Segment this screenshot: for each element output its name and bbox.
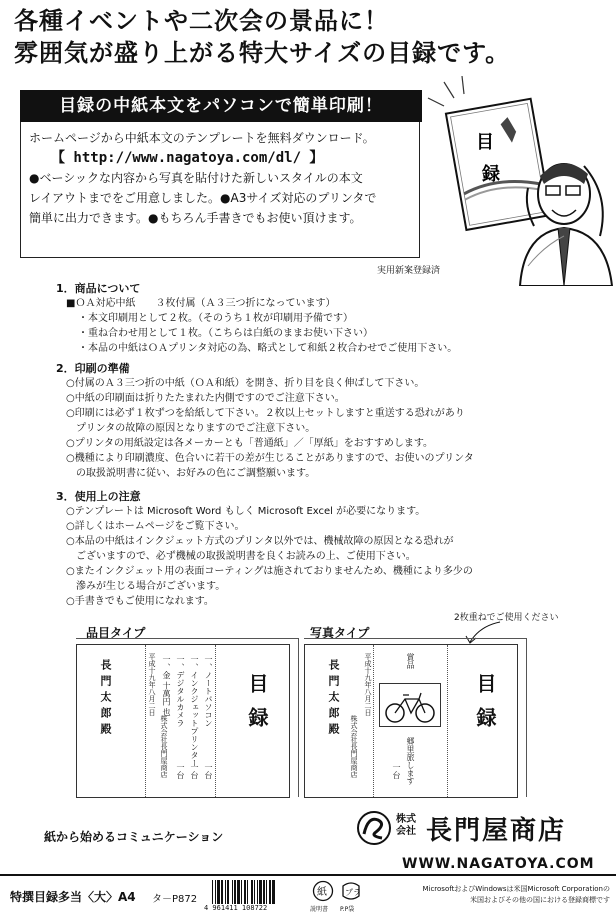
section-3-body: [66, 504, 473, 609]
photo-count: 一台: [392, 763, 401, 779]
section-3-line: ○テンプレートは Microsoft Word もしく Microsoft Excel が必要になります。: [66, 506, 426, 517]
recycle-paper-mark-icon: [312, 880, 334, 902]
section-1-line: ・重ね合わせ用として１枚。（こちらは白紙のままお使い下さい）: [78, 328, 373, 339]
section-2-line: ○機種により印刷濃度、色合いに若干の差が生じることがありますので、お使いのプリンタ: [66, 453, 474, 464]
product-name: 特撰目録多当〈大〉A4: [10, 890, 136, 904]
photo-type-sheet: [304, 644, 518, 798]
man-holding-board-illustration: [424, 76, 614, 286]
patent-note: 実用新案登録済: [376, 266, 440, 276]
trademark-notice: [370, 884, 610, 906]
footer-divider: [0, 874, 616, 876]
mark2-label: P.P袋: [340, 906, 355, 913]
barcode-bar: [244, 880, 246, 904]
promo-line-5: 簡単に出力できます。●もちろん手書きでもお使い頂けます。: [29, 211, 362, 225]
barcode-bar: [227, 880, 229, 904]
item-entry: 一、ノートパソコン: [204, 655, 213, 727]
item-entry: 一、デジタルカメラ: [176, 655, 185, 727]
item-title: 目録: [245, 673, 269, 741]
barcode-bar: [237, 880, 240, 904]
barcode-bar: [272, 880, 275, 904]
brand-slogan: 紙から始めるコミュニケーション: [44, 830, 224, 844]
section-1-body: [66, 296, 457, 356]
barcode-bar: [263, 880, 265, 904]
photo-caption-bottom: 郷里旅します: [406, 737, 415, 785]
section-2-line: の取扱説明書に従い、お好みの色にご調整願います。: [66, 468, 316, 479]
fold-line: [373, 645, 374, 797]
barcode-bar: [234, 880, 236, 904]
section-3-line: ○またインクジェット用の表面コーティングは施されておりませんため、機種により多少の: [66, 566, 473, 577]
item-type-label: 品目タイプ: [86, 626, 146, 640]
headline-line2: 雰囲気が盛り上がる特大サイズの目録です。: [14, 39, 511, 67]
barcode-bar: [232, 880, 233, 904]
item-entry: 一、金 十萬円 也: [162, 655, 171, 717]
photo-type-label: 写真タイプ: [310, 626, 370, 640]
photo-date: 平成十九年八月二日: [364, 653, 372, 716]
section-3-line: ○本品の中紙はインクジェット方式のプリンタ以外では、機械故障の原因となる恐れが: [66, 536, 454, 547]
company-logo-icon: [356, 810, 392, 846]
section-1-line: ・本品の中紙はＯＡプリンタ対応の為、略式として和紙２枚合わせでご使用下さい。: [78, 343, 458, 354]
section-1-title: 1．商品について: [56, 282, 141, 295]
barcode-bar: [259, 880, 262, 904]
barcode-bar: [269, 880, 271, 904]
section-2-line: プリンタの故障の原因となりますのでご注意下さい。: [66, 423, 316, 434]
svg-text:プラ: プラ: [345, 888, 361, 897]
photo-title: 目録: [473, 673, 497, 741]
barcode-bar: [217, 880, 220, 904]
section-2-line: ○付属のＡ３三つ折の中紙（ＯＡ和紙）を開き、折り目を良く伸ばして下さい。: [66, 378, 425, 389]
fold-line: [215, 645, 216, 797]
section-1-line: ・本文印刷用として２枚。（そのうち１枚が印刷用予備です）: [78, 313, 353, 324]
mark1-label: 説明書: [310, 906, 329, 913]
barcode-bar: [215, 880, 216, 904]
section-3-line: ございますので、必ず機械の取扱説明書を良くお読みの上、ご使用下さい。: [66, 551, 416, 562]
section-2-line: ○プリンタの用紙設定は各メーカーとも「普通紙」／「厚紙」をおすすめします。: [66, 438, 434, 449]
fold-line: [145, 645, 146, 797]
barcode-bar: [251, 880, 253, 904]
section-2-line: ○印刷には必ず１枚ずつを給紙して下さい。２枚以上セットしますと重送する恐れがあり: [66, 408, 465, 419]
section-2-line: ○中紙の印刷面は折りたたまれた内側ですのでご注意下さい。: [66, 393, 345, 404]
bicycle-photo: [379, 683, 441, 727]
item-count: 一台: [204, 763, 213, 779]
barcode-bar: [241, 880, 242, 904]
barcode-bar: [257, 880, 258, 904]
fold-line: [447, 645, 448, 797]
section-3-line: 滲みが生じる場合がございます。: [66, 581, 226, 592]
promo-line-1: ホームページから中紙本文のテンプレートを無料ダウンロード。: [29, 131, 375, 145]
board-char-2: 録: [482, 164, 500, 185]
barcode-digits: 4 961411 108722: [204, 904, 268, 912]
company-prefix: 株式 会社: [396, 814, 416, 837]
recycle-plastic-mark-icon: [340, 880, 362, 902]
item-company: 株式会社長門屋商店: [160, 715, 168, 778]
item-entry: 一、インクジェットプリンター: [190, 655, 199, 767]
company-website[interactable]: WWW.NAGATOYA.COM: [402, 856, 595, 872]
headline-line1: 各種イベントや二次会の景品に！: [14, 7, 389, 35]
trademark-line-1: MicrosoftおよびWindowsは米国Microsoft Corporationの: [422, 885, 610, 893]
item-date: 平成十九年八月二日: [148, 653, 156, 716]
promo-box: [20, 122, 420, 258]
board-char-1: 目: [476, 132, 494, 153]
stack-note: 2枚重ねでご使用ください: [454, 613, 559, 623]
section-3-line: ○詳しくはホームページをご覧下さい。: [66, 521, 245, 532]
trademark-line-2: 米国およびその他の国における登録商標です: [470, 896, 610, 904]
barcode-bar: [221, 880, 223, 904]
barcode-bar: [212, 880, 213, 904]
section-3-line: ○手書きでもご使用になれます。: [66, 596, 214, 607]
barcode-bar: [247, 880, 248, 904]
company-name: 長門屋商店: [426, 816, 567, 846]
download-url[interactable]: 【 http://www.nagatoya.com/dl/ 】: [51, 150, 324, 166]
barcode-bar: [266, 880, 267, 904]
promo-line-4: レイアウトまでをご用意しました。●A3サイズ対応のプリンタで: [29, 191, 377, 205]
item-count: 一台: [190, 763, 199, 779]
barcode: [208, 880, 298, 906]
section-3-title: 3．使用上の注意: [56, 490, 141, 503]
photo-recipient: 長門太郎殿: [327, 659, 340, 739]
item-type-sheet: [76, 644, 290, 798]
section-1-line: ■ＯＡ対応中紙 ３枚付属（Ａ３三つ折になっています）: [66, 298, 336, 309]
photo-company: 株式会社長門屋商店: [350, 715, 358, 778]
promo-line-3: ●ベーシックな内容から写真を貼付けた新しいスタイルの本文: [29, 171, 363, 185]
barcode-bar: [225, 880, 226, 904]
promo-title-bar: 目録の中紙本文をパソコンで簡単印刷！: [20, 90, 422, 122]
svg-text:紙: 紙: [317, 887, 327, 898]
photo-caption-top: 賞品: [406, 653, 415, 669]
product-code: タ－P872: [152, 894, 198, 905]
section-2-body: [66, 376, 474, 481]
item-count: 一台: [176, 763, 185, 779]
barcode-bar: [254, 880, 255, 904]
item-recipient: 長門太郎殿: [99, 659, 112, 739]
section-2-title: 2．印刷の準備: [56, 362, 130, 375]
